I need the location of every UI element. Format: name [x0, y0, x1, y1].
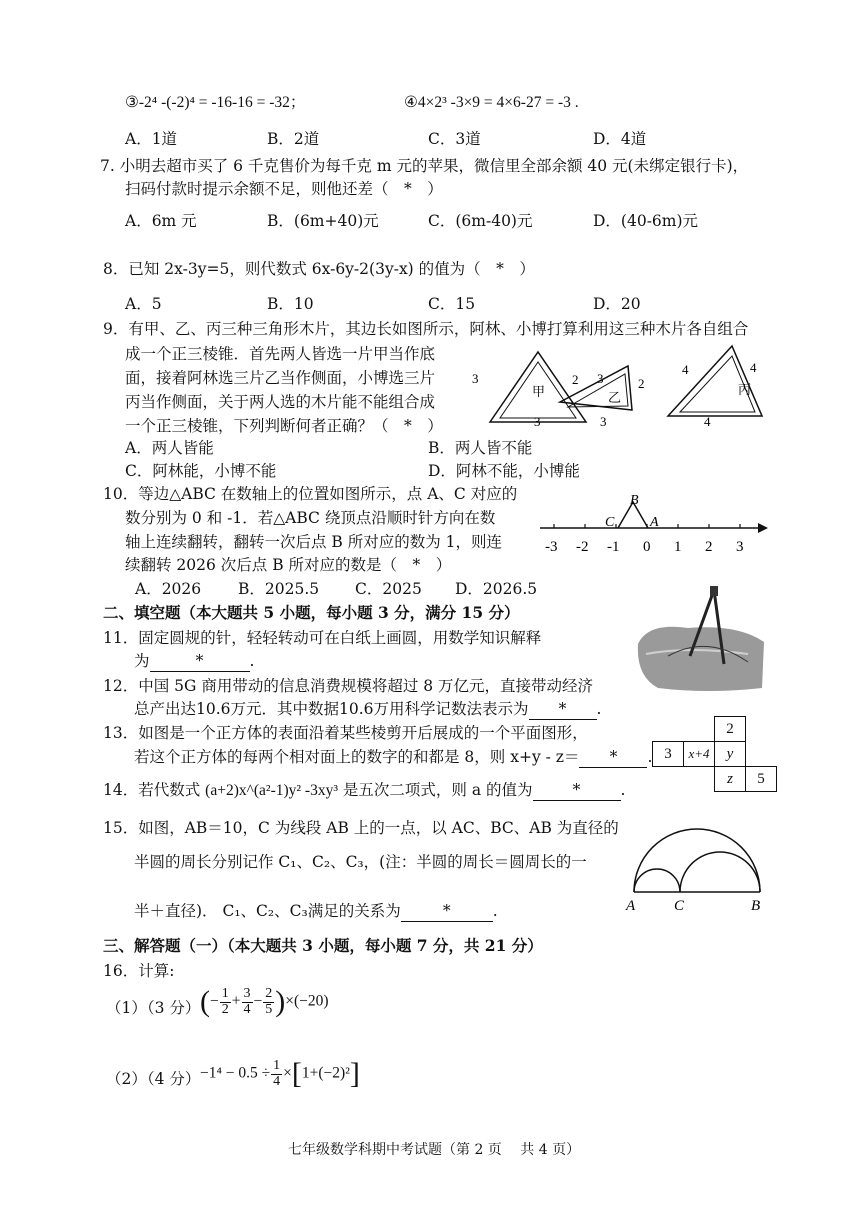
top-option-a: A．1道	[125, 130, 178, 148]
triangle-yi-side-right: 2	[638, 376, 645, 391]
q7-line1: 7. 小明去超市买了 6 千克售价为每千克 m 元的苹果，微信里全部余额 40 元(未绑定银行卡)，	[100, 157, 749, 175]
q16-part1-expression: (− $\frac{1}{2}$ + $\frac{3}{4}$ − $\frac{2}{5}$ )×(−20)	[200, 985, 329, 1018]
q13-line1: 13．如图是一个正方体的表面沿着某些棱剪开后展成的一个平面图形，	[103, 724, 588, 742]
q8-option-d: D．20	[593, 295, 641, 313]
axis-label-a: A	[650, 515, 659, 530]
net-bot: z	[715, 767, 746, 792]
top-option-c: C．3道	[428, 130, 481, 148]
q16-title: 16．计算:	[103, 962, 175, 980]
part1-tail: ×(−20)	[285, 992, 329, 1010]
semicircle-label-b: B	[751, 898, 761, 914]
q9-option-d: D．阿林不能，小博能	[428, 462, 580, 480]
q13-end: .	[647, 748, 653, 766]
q9-triangles-figure	[460, 338, 790, 434]
q14-line	[103, 781, 625, 801]
axis-tick-label: 1	[674, 539, 682, 555]
net-botright: 5	[746, 767, 777, 792]
q12-line1: 12．中国 5G 商用带动的信息消费规模将超过 8 万亿元，直接带动经济	[103, 677, 594, 695]
triangle-bing-side-bottom: 4	[704, 414, 711, 429]
section-3-title: 三、解答题（一）（本大题共 3 小题，每小题 7 分，共 21 分）	[103, 936, 543, 955]
triangle-bing-name: 丙	[738, 382, 752, 397]
q13-line2	[134, 748, 652, 768]
q9-option-c: C．阿林能，小博不能	[125, 462, 277, 480]
q7-option-a: A．6m 元	[125, 212, 197, 230]
q13-answer-blank[interactable]: *	[579, 748, 647, 768]
q14-end: .	[620, 781, 626, 799]
q15-text: 半＋直径)． C₁、C₂、C₃满足的关系为	[134, 902, 401, 920]
q11-line1: 11．固定圆规的针，轻轻转动可在白纸上画圆，用数学知识解释	[103, 629, 542, 647]
part2-mid: ×	[283, 1064, 292, 1082]
q10-option-a: A．2026	[135, 580, 202, 598]
q11-answer-blank[interactable]: *	[150, 652, 250, 672]
top-item-3: ③-2⁴ -(-2)⁴ = -16-16 = -32；	[125, 94, 306, 111]
q15-answer-blank[interactable]: *	[401, 902, 493, 922]
q9-line4: 丙当作侧面，关于两人选的木片能不能组合成	[125, 393, 436, 411]
triangle-yi-side-left: 2	[572, 372, 579, 387]
q9-line2: 成一个正三棱锥．首先两人皆选一片甲当作底	[125, 345, 436, 363]
q10-option-d: D．2026.5	[455, 580, 538, 598]
f2-den: 4	[243, 1001, 251, 1017]
net-left2: x+4	[684, 742, 715, 767]
q9-line1: 9．有甲、乙、丙三种三角形木片，其边长如图所示，阿林、小博打算利用这三种木片各自组合	[103, 320, 749, 338]
q15-line2: 半圆的周长分别记作 C₁、C₂、C₃，(注：半圆的周长＝圆周长的一	[134, 853, 587, 871]
triangle-yi-name: 乙	[608, 390, 622, 405]
triangle-yi-side-bottom: 3	[600, 414, 607, 429]
triangle-jia-name: 甲	[532, 384, 546, 399]
f1-den: 2	[221, 1001, 229, 1017]
q7-option-c: C．(6m-40)元	[428, 212, 533, 230]
section-2-title: 二、填空题（本大题共 5 小题，每小题 3 分，满分 15 分）	[103, 603, 520, 622]
q15-line3	[134, 902, 498, 922]
q12-end: .	[596, 700, 602, 718]
semicircle-label-a: A	[626, 898, 636, 914]
cube-net	[652, 716, 777, 792]
axis-tick-label: 3	[736, 539, 744, 555]
f3-num: 2	[265, 985, 273, 1001]
net-left1: 3	[653, 742, 684, 767]
f3-den: 5	[265, 1001, 273, 1017]
q10-number-axis	[538, 488, 778, 558]
q10-option-b: B．2025.5	[238, 580, 320, 598]
q10-line2: 数分别为 0 和 -1．若△ABC 绕顶点沿顺时针方向在数	[125, 509, 496, 527]
triangle-jia-side-left: 3	[472, 371, 479, 386]
axis-tick-label: -2	[576, 539, 589, 555]
q9-option-a: A．两人皆能	[125, 439, 214, 457]
part2-inner: 1+(−2)²	[301, 1064, 350, 1082]
part2-head: −1⁴ − 0.5 ÷	[200, 1064, 271, 1082]
net-top: 2	[715, 717, 746, 742]
axis-label-b: B	[630, 493, 639, 508]
q7-line2: 扫码付款时提示余额不足，则他还差（ * ）	[125, 180, 443, 198]
triangle-bing-side-left: 4	[682, 362, 689, 377]
axis-tick-label: 0	[643, 539, 651, 555]
triangle-jia	[472, 352, 604, 429]
q9-option-b: B．两人皆不能	[428, 439, 533, 457]
semicircles-figure	[624, 818, 774, 914]
q16-part1-label: （1）（3 分）	[106, 999, 201, 1017]
q7-option-d: D．(40-6m)元	[593, 212, 699, 230]
q12-text: 总产出达10.6万元．其中数据10.6万用科学记数法表示为	[134, 700, 529, 718]
q11-prefix: 为	[134, 652, 150, 670]
axis-label-c: C	[605, 515, 615, 530]
q13-text: 若这个正方体的每两个相对面上的数字的和都是 8，则 x+y - z＝	[134, 748, 580, 766]
f2-num: 3	[243, 985, 251, 1001]
q10-line1: 10．等边△ABC 在数轴上的位置如图所示，点 A、C 对应的	[103, 485, 518, 503]
triangle-jia-side-right: 3	[597, 371, 604, 386]
q10-line3: 轴上连续翻转，翻转一次后点 B 所对应的数为 1，则连	[125, 533, 503, 551]
q8-option-c: C．15	[428, 295, 476, 313]
axis-tick-label: 2	[705, 539, 713, 555]
top-item-4: ④4×2³ -3×9 = 4×6-27 = -3 .	[404, 94, 579, 111]
q10-line4: 续翻转 2026 次后点 B 所对应的数是（ * ）	[125, 556, 452, 574]
q15-line1: 15．如图，AB＝10，C 为线段 AB 上的一点，以 AC、BC、AB 为直径的	[103, 819, 619, 837]
f4-den: 4	[273, 1073, 281, 1089]
q8-line: 8．已知 2x-3y=5，则代数式 6x-6y-2(3y-x) 的值为（ * ）	[103, 260, 535, 278]
f4-num: 1	[273, 1057, 281, 1073]
f1-num: 1	[221, 985, 229, 1001]
top-option-d: D．4道	[593, 130, 647, 148]
net-mid: y	[715, 742, 746, 767]
q15-end: .	[492, 902, 498, 920]
q7-option-b: B．(6m+40)元	[267, 212, 379, 230]
q10-option-c: C．2025	[355, 580, 422, 598]
q16-part2-label: （2）（4 分）	[106, 1070, 201, 1088]
q14-expression: (a+2)x^(a²-1)y² -3xy³	[205, 782, 338, 799]
semicircle-label-c: C	[674, 898, 685, 914]
q14-post: 是五次二项式，则 a 的值为	[342, 781, 533, 799]
triangle-bing-side-right: 4	[750, 360, 757, 375]
page-footer: 七年级数学科期中考试题（第 2 页 共 4 页）	[288, 1142, 581, 1158]
q14-answer-blank[interactable]: *	[533, 781, 621, 801]
triangle-jia-side-bottom: 3	[534, 414, 541, 429]
q9-line3: 面，接着阿林选三片乙当作侧面，小博选三片	[125, 369, 436, 387]
axis-tick-label: -1	[607, 539, 620, 555]
q16-part2-expression: −1⁴ − 0.5 ÷ $\frac{1}{4}$ ×[1+(−2)²]	[200, 1057, 360, 1090]
q14-pre: 14．若代数式	[103, 781, 201, 799]
q12-answer-blank[interactable]: *	[529, 700, 597, 720]
triangle-bing	[668, 346, 762, 429]
q8-option-b: B．10	[267, 295, 314, 313]
q8-option-a: A．5	[125, 295, 162, 313]
q11-line2	[134, 652, 254, 672]
axis-tick-label: -3	[545, 539, 558, 555]
compass-image	[628, 584, 768, 694]
q9-line5: 一个正三棱锥，下列判断何者正确？（ * ）	[125, 417, 443, 435]
q11-end: .	[249, 652, 255, 670]
q12-line2	[134, 700, 601, 720]
top-option-b: B．2道	[267, 130, 320, 148]
